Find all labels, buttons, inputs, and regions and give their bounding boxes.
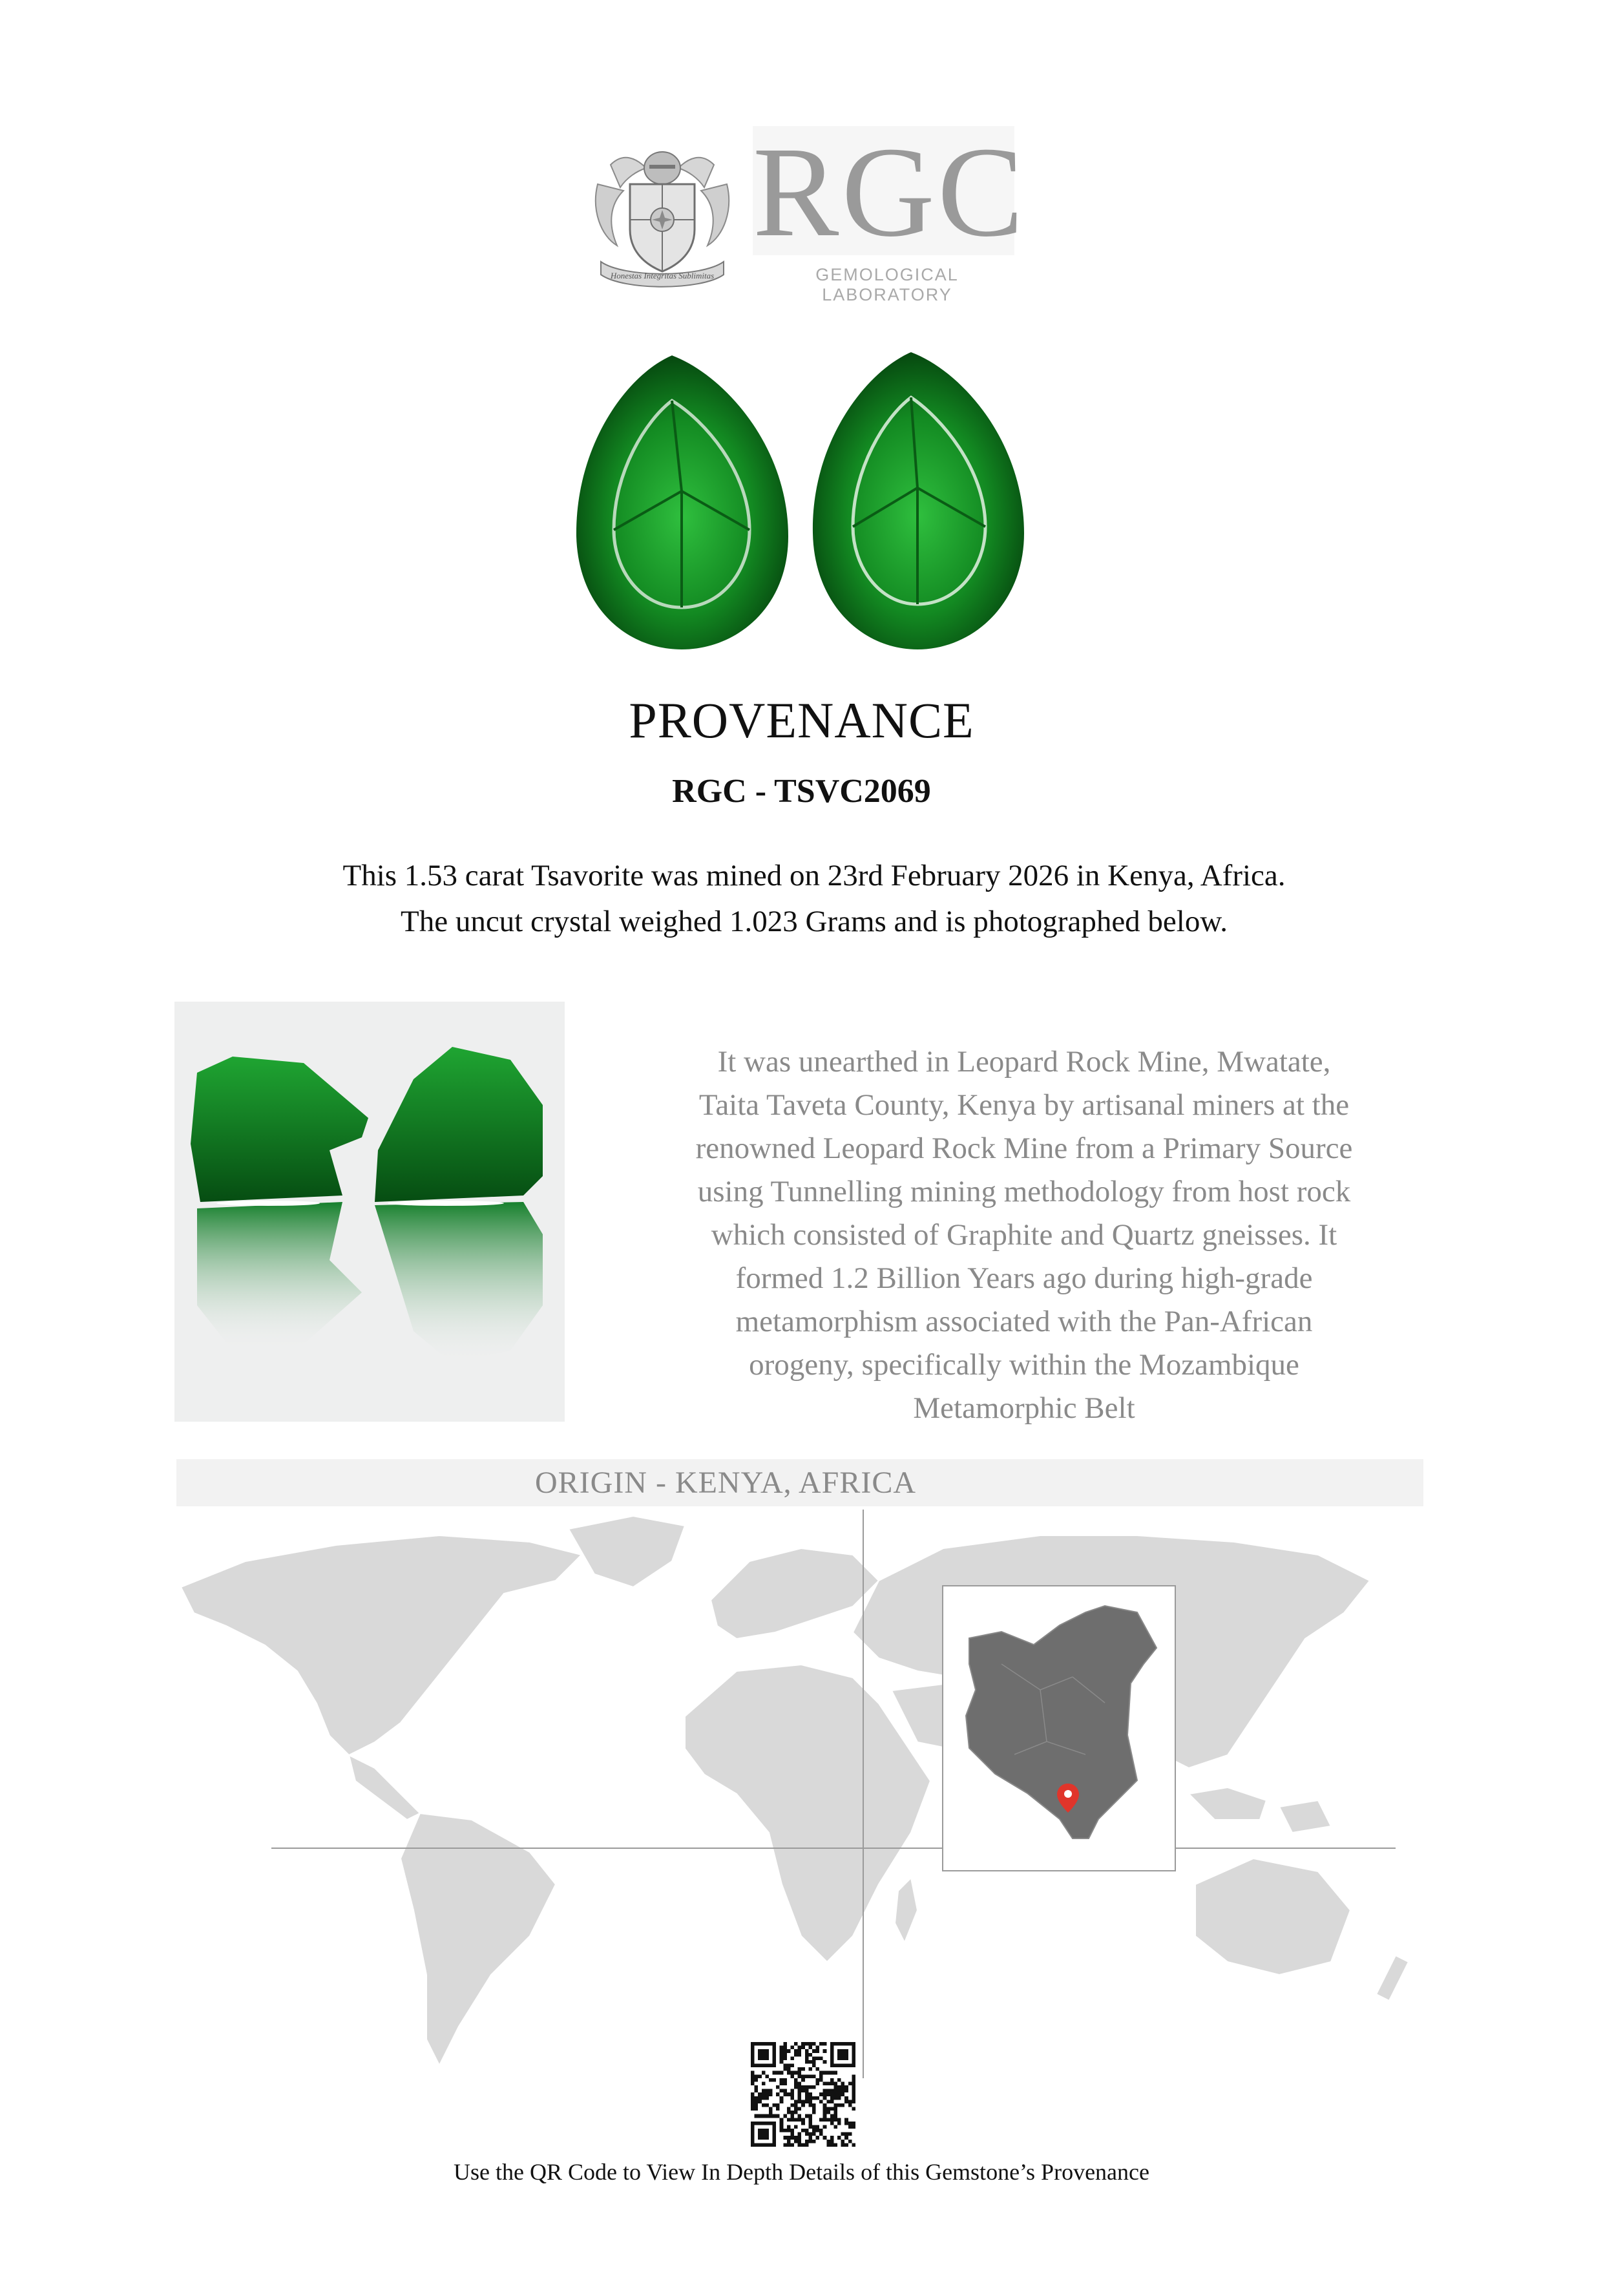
description-line: which consisted of Graphite and Quartz gneisses. It (711, 1218, 1337, 1252)
description-line: formed 1.2 Billion Years ago during high-grade (735, 1261, 1313, 1295)
provenance-description (653, 1040, 1396, 1430)
gemstone-right (813, 352, 1024, 649)
intro-line: This 1.53 carat Tsavorite was mined on 23rd February 2026 in Kenya, Africa. (342, 859, 1286, 892)
intro-paragraph (194, 853, 1434, 945)
rgc-crest-icon (585, 139, 740, 294)
origin-banner (176, 1459, 1423, 1506)
kenya-inset-map (942, 1585, 1176, 1871)
description-line: Metamorphic Belt (913, 1391, 1135, 1425)
description-line: using Tunnelling mining methodology from host rock (697, 1175, 1351, 1208)
intro-line: The uncut crystal weighed 1.023 Grams and is photographed below. (401, 905, 1228, 938)
crest-motto: Honestas Integritas Sublimitas (610, 271, 715, 280)
qr-code-icon[interactable] (751, 2042, 855, 2147)
gemstone-left (576, 355, 788, 649)
rgc-logo (585, 121, 1027, 304)
description-line: renowned Leopard Rock Mine from a Primary Source (695, 1132, 1353, 1165)
description-line: It was unearthed in Leopard Rock Mine, Mwatate, (717, 1045, 1331, 1079)
origin-label: ORIGIN - KENYA, AFRICA (534, 1466, 916, 1500)
logo-wordmark: RGC (753, 121, 1027, 264)
reference-number: RGC - TSVC2069 (672, 773, 931, 810)
footer-note: Use the QR Code to View In Depth Details of this Gemstone’s Provenance (454, 2159, 1149, 2185)
page-title: PROVENANCE (629, 692, 974, 748)
description-line: Taita Taveta County, Kenya by artisanal miners at the (698, 1088, 1350, 1122)
rough-crystal-image (174, 1002, 565, 1422)
world-landmasses (181, 1516, 1409, 2065)
cut-gemstones-image (569, 349, 1027, 653)
world-map (168, 1510, 1434, 2091)
description-line: orogeny, specifically within the Mozambique (749, 1348, 1299, 1382)
logo-subtitle: GEMOLOGICAL LABORATORY (815, 265, 959, 304)
description-line: metamorphism associated with the Pan-African (735, 1305, 1313, 1338)
